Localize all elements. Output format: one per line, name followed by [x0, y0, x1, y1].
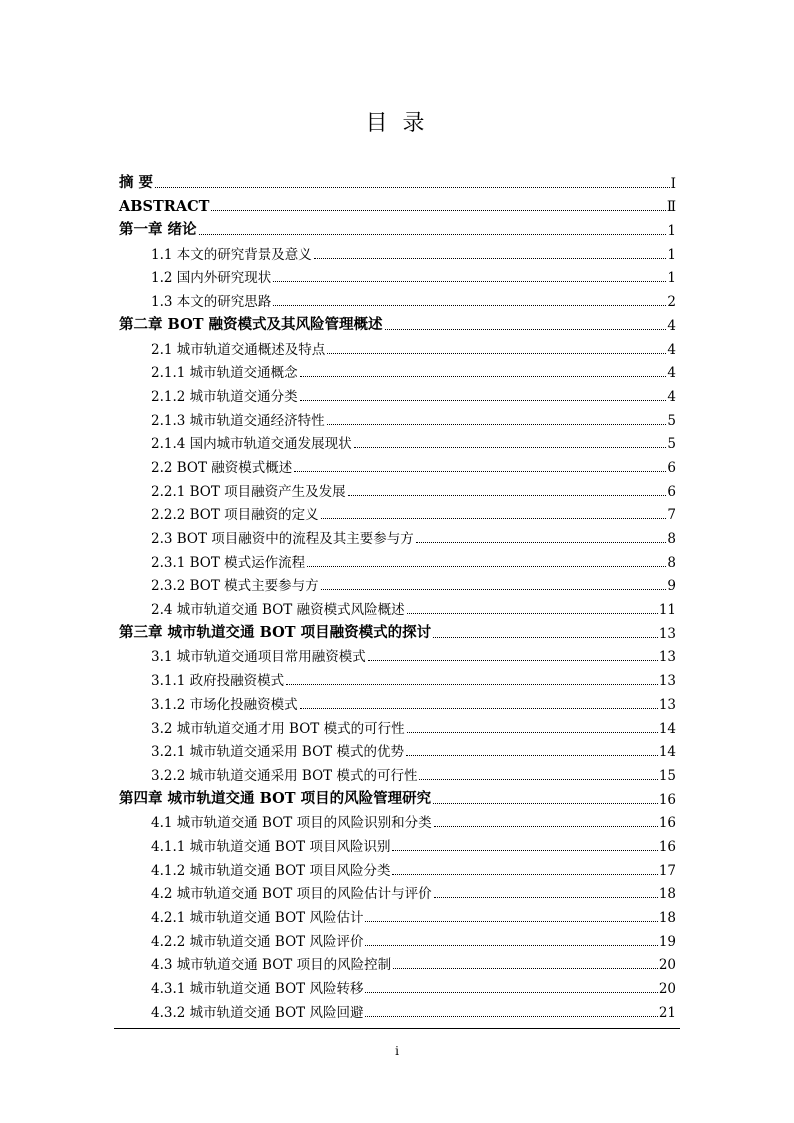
toc-entry[interactable]	[119, 689, 676, 713]
toc-dot-leader	[294, 471, 666, 472]
toc-entry-page: 9	[667, 578, 676, 595]
toc-dot-leader	[365, 945, 657, 946]
toc-entry-page: 1	[667, 246, 676, 263]
toc-entry[interactable]	[119, 855, 676, 879]
toc-entry[interactable]	[119, 784, 676, 808]
toc-entry-page: 4	[667, 365, 676, 382]
toc-entry[interactable]	[119, 713, 676, 737]
toc-dot-leader	[365, 992, 657, 993]
toc-entry-page: 14	[658, 744, 676, 761]
toc-dot-leader	[407, 732, 658, 733]
toc-entry-title: 1.3 本文的研究思路	[151, 294, 272, 311]
toc-dot-leader	[300, 708, 658, 709]
toc-dot-leader	[407, 613, 658, 614]
toc-entry-title: 2.1 城市轨道交通概述及特点	[151, 341, 326, 358]
toc-entry[interactable]	[119, 358, 676, 382]
toc-entry-page: 13	[658, 673, 676, 690]
toc-entry-title: 4.3.2 城市轨道交通 BOT 风险回避	[151, 1004, 364, 1021]
toc-dot-leader	[434, 826, 658, 827]
toc-entry[interactable]	[119, 831, 676, 855]
toc-entry-title: 4.3 城市轨道交通 BOT 项目的风险控制	[151, 957, 392, 974]
toc-entry[interactable]	[119, 737, 676, 761]
toc-dot-leader	[393, 968, 658, 969]
toc-entry[interactable]	[119, 429, 676, 453]
toc-entry-title: 2.1.1 城市轨道交通概念	[151, 365, 298, 382]
toc-entry[interactable]	[119, 381, 676, 405]
toc-entry[interactable]	[119, 926, 676, 950]
toc-entry-title: 2.1.4 国内城市轨道交通发展现状	[151, 436, 352, 453]
toc-entry-page: I	[670, 175, 676, 192]
toc-entry-page: 6	[667, 483, 676, 500]
toc-entry-title: ABSTRACT	[119, 198, 210, 216]
toc-entry-page: 6	[667, 459, 676, 476]
toc-entry[interactable]	[119, 950, 676, 974]
toc-entry[interactable]	[119, 642, 676, 666]
toc-dot-leader	[354, 447, 667, 448]
toc-entry[interactable]	[119, 334, 676, 358]
toc-entry-title: 第四章 城市轨道交通 BOT 项目的风险管理研究	[119, 789, 432, 807]
toc-entry-page: 14	[658, 720, 676, 737]
toc-entry-title: 2.3.1 BOT 模式运作流程	[151, 554, 306, 571]
toc-entry-title: 4.1 城市轨道交通 BOT 项目的风险识别和分类	[151, 815, 432, 832]
toc-entry[interactable]	[119, 405, 676, 429]
toc-entry-title: 2.1.3 城市轨道交通经济特性	[151, 412, 325, 429]
toc-dot-leader	[368, 660, 658, 661]
toc-entry-title: 2.3.2 BOT 模式主要参与方	[151, 578, 319, 595]
toc-dot-leader	[199, 234, 667, 235]
toc-entry-page: 8	[667, 554, 676, 571]
toc-entry[interactable]	[119, 452, 676, 476]
toc-dot-leader	[314, 258, 667, 259]
toc-entry-title: 4.2.1 城市轨道交通 BOT 风险估计	[151, 910, 364, 926]
toc-entry[interactable]	[119, 239, 676, 263]
toc-entry-page: 21	[658, 1004, 676, 1021]
toc-entry-title: 2.2.1 BOT 项目融资产生及发展	[151, 483, 346, 500]
toc-dot-leader	[392, 874, 657, 875]
toc-entry[interactable]	[119, 808, 676, 832]
toc-entry[interactable]	[119, 500, 676, 524]
toc-dot-leader	[321, 518, 667, 519]
toc-entry-page: 20	[658, 957, 676, 974]
toc-entry-page: 8	[667, 531, 676, 547]
toc-dot-leader	[365, 921, 657, 922]
toc-entry-page: 13	[658, 625, 676, 642]
toc-entry-page: 19	[658, 933, 676, 950]
toc-entry-title: 3.1.2 市场化投融资模式	[151, 696, 298, 713]
toc-dot-leader	[211, 210, 665, 211]
toc-entry[interactable]	[119, 594, 676, 618]
toc-entry-title: 2.1.2 城市轨道交通分类	[151, 388, 298, 405]
toc-dot-leader	[433, 637, 658, 638]
toc-entry[interactable]	[119, 215, 676, 239]
toc-entry-page: Ⅱ	[666, 199, 676, 216]
toc-entry-title: 2.2 BOT 融资模式概述	[151, 459, 293, 476]
toc-entry[interactable]	[119, 263, 676, 287]
toc-dot-leader	[416, 542, 667, 543]
toc-entry-page: 15	[658, 767, 676, 784]
toc-entry[interactable]	[119, 760, 676, 784]
footer-rule	[114, 1028, 680, 1029]
toc-entry-title: 第二章 BOT 融资模式及其风险管理概述	[119, 315, 383, 333]
toc-entry-title: 3.2 城市轨道交通才用 BOT 模式的可行性	[151, 720, 405, 737]
toc-dot-leader	[365, 1016, 657, 1017]
toc-entry-page: 18	[658, 910, 676, 926]
toc-entry-page: 16	[658, 791, 676, 808]
toc-entry[interactable]	[119, 997, 676, 1021]
toc-entry-page: 13	[658, 696, 676, 713]
toc-entry-page: 13	[658, 649, 676, 666]
toc-dot-leader	[307, 566, 666, 567]
toc-entry[interactable]	[119, 523, 676, 547]
toc-title: 目 录	[365, 111, 429, 136]
toc-entry[interactable]	[119, 476, 676, 500]
toc-entry-page: 7	[667, 507, 676, 524]
toc-entry[interactable]	[119, 168, 676, 192]
toc-entry-title: 1.1 本文的研究背景及意义	[151, 246, 312, 263]
toc-entry-title: 3.2.1 城市轨道交通采用 BOT 模式的优势	[151, 744, 404, 761]
toc-entry[interactable]	[119, 192, 676, 216]
toc-entry-title: 3.1.1 政府投融资模式	[151, 673, 285, 690]
toc-dot-leader	[155, 187, 670, 188]
page-number: i	[395, 1044, 399, 1058]
toc-entry-page: 1	[667, 223, 676, 240]
toc-entry-page: 5	[667, 436, 676, 453]
toc-entry[interactable]	[119, 879, 676, 903]
toc-entry-title: 4.2.2 城市轨道交通 BOT 风险评价	[151, 933, 364, 950]
toc-entry-title: 3.2.2 城市轨道交通采用 BOT 模式的可行性	[151, 767, 418, 784]
toc-entry-title: 摘 要	[119, 173, 154, 191]
toc-dot-leader	[321, 589, 667, 590]
toc-dot-leader	[434, 897, 658, 898]
toc-entry-page: 11	[658, 602, 676, 619]
toc-entry-page: 16	[658, 815, 676, 832]
toc-entry-title: 4.1.2 城市轨道交通 BOT 项目风险分类	[151, 862, 391, 879]
toc-entry-title: 第一章 绪论	[119, 221, 197, 239]
toc-dot-leader	[327, 353, 666, 354]
toc-entry-page: 20	[658, 981, 676, 998]
toc-entry-title: 2.4 城市轨道交通 BOT 融资模式风险概述	[151, 602, 405, 619]
toc-dot-leader	[273, 305, 666, 306]
toc-entry-title: 4.2 城市轨道交通 BOT 项目的风险估计与评价	[151, 886, 432, 903]
toc-entry-page: 17	[658, 862, 676, 879]
toc-entry-title: 2.3 BOT 项目融资中的流程及其主要参与方	[151, 531, 414, 547]
toc-entry-page: 5	[667, 412, 676, 429]
toc-entry-page: 1	[667, 270, 676, 287]
toc-entry-title: 第三章 城市轨道交通 BOT 项目融资模式的探讨	[119, 623, 432, 641]
toc-entry[interactable]	[119, 547, 676, 571]
toc-entry-page: 2	[667, 294, 676, 311]
toc-entry-title: 3.1 城市轨道交通项目常用融资模式	[151, 649, 366, 666]
toc-entry-title: 4.3.1 城市轨道交通 BOT 风险转移	[151, 981, 364, 998]
toc-dot-leader	[300, 376, 667, 377]
toc-entry-page: 4	[667, 388, 676, 405]
toc-entry[interactable]	[119, 665, 676, 689]
toc-entry[interactable]	[119, 902, 676, 926]
toc-entry[interactable]	[119, 310, 676, 334]
toc-dot-leader	[300, 400, 667, 401]
toc-entry-page: 4	[667, 341, 676, 358]
toc-dot-leader	[348, 495, 667, 496]
toc-dot-leader	[433, 803, 658, 804]
toc-entry[interactable]	[119, 618, 676, 642]
toc-dot-leader	[286, 684, 658, 685]
toc-entry[interactable]	[119, 286, 676, 310]
toc-entry[interactable]	[119, 973, 676, 997]
table-of-contents	[119, 168, 676, 1021]
toc-dot-leader	[327, 424, 667, 425]
toc-dot-leader	[392, 850, 657, 851]
toc-dot-leader	[385, 329, 667, 330]
toc-entry-title: 1.2 国内外研究现状	[151, 270, 272, 287]
toc-entry-page: 4	[667, 317, 676, 334]
toc-entry-page: 18	[658, 886, 676, 903]
toc-entry-title: 4.1.1 城市轨道交通 BOT 项目风险识别	[151, 838, 391, 855]
toc-entry-title: 2.2.2 BOT 项目融资的定义	[151, 507, 319, 524]
toc-dot-leader	[419, 779, 657, 780]
toc-dot-leader	[273, 281, 666, 282]
toc-entry[interactable]	[119, 571, 676, 595]
toc-entry-page: 16	[658, 838, 676, 855]
toc-dot-leader	[406, 755, 658, 756]
